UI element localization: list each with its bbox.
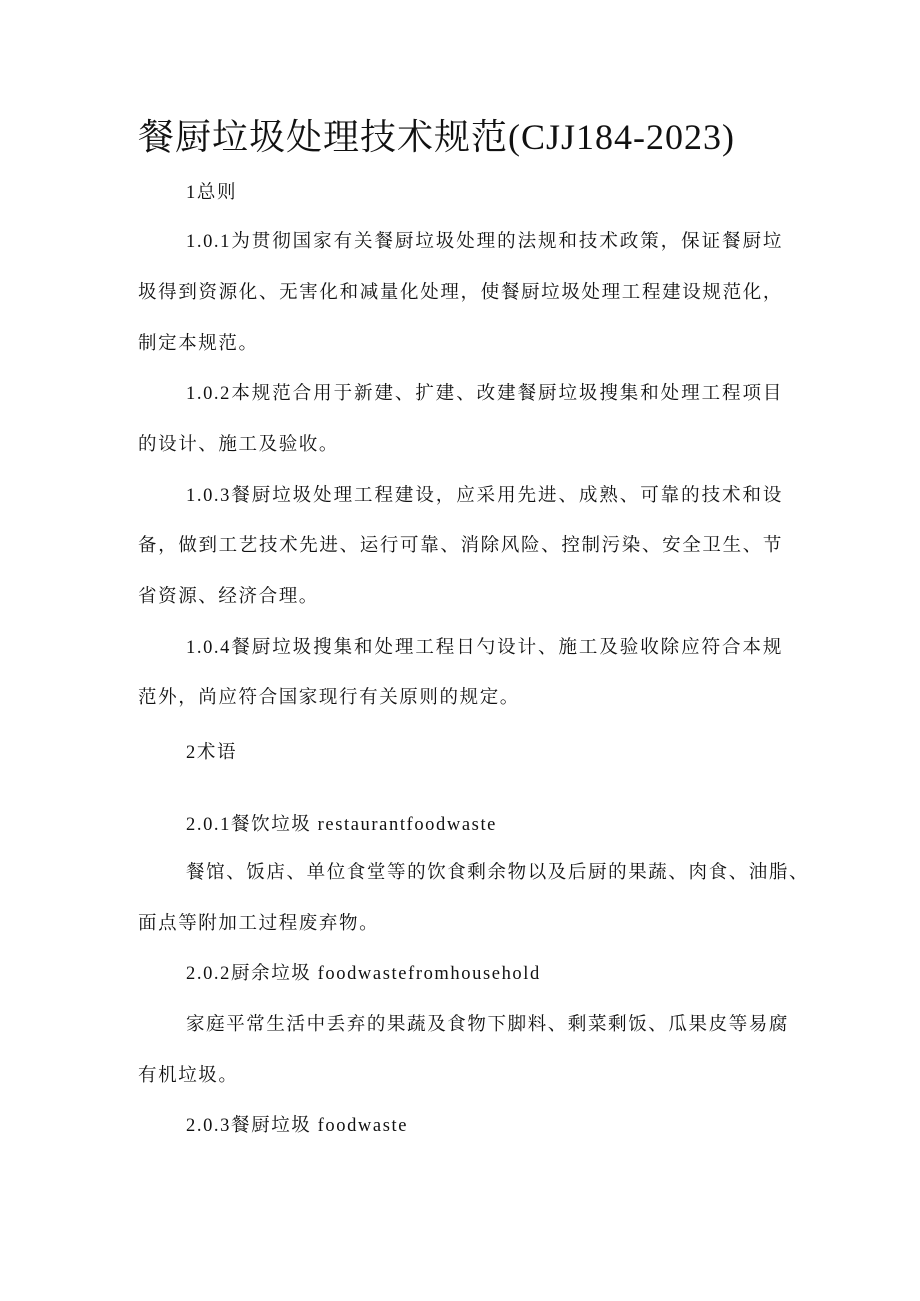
document-title: 餐厨垃圾处理技术规范(CJJ184-2023) <box>138 117 735 157</box>
clause-1-0-1-line-1: 1.0.1为贯彻国家有关餐厨垃圾处理的法规和技术政策，保证餐厨垃 <box>186 232 783 252</box>
section-heading-general: 1总则 <box>186 183 238 203</box>
clause-1-0-1-line-3: 制定本规范。 <box>138 334 259 354</box>
term-2-0-2-line-1: 家庭平常生活中丢弃的果蔬及食物下脚料、剩菜剩饭、瓜果皮等易腐 <box>186 1015 790 1035</box>
clause-1-0-3-line-1: 1.0.3餐厨垃圾处理工程建设，应采用先进、成熟、可靠的技术和设 <box>186 486 783 506</box>
term-2-0-1-line-2: 面点等附加工过程废弃物。 <box>138 914 380 934</box>
section-heading-terms: 2术语 <box>186 743 238 763</box>
clause-1-0-2-line-2: 的设计、施工及验收。 <box>138 435 340 455</box>
clause-1-0-3-line-2: 备，做到工艺技术先进、运行可靠、消除风险、控制污染、安全卫生、节 <box>138 536 783 556</box>
clause-1-0-1-line-2: 圾得到资源化、无害化和减量化处理，使餐厨垃圾处理工程建设规范化， <box>138 283 783 303</box>
term-2-0-2-heading: 2.0.2厨余垃圾 foodwastefromhousehold <box>186 964 541 984</box>
clause-1-0-3-line-3: 省资源、经济合理。 <box>138 587 319 607</box>
clause-1-0-4-line-1: 1.0.4餐厨垃圾搜集和处理工程日勺设计、施工及验收除应符合本规 <box>186 638 783 658</box>
clause-1-0-2-line-1: 1.0.2本规范合用于新建、扩建、改建餐厨垃圾搜集和处理工程项目 <box>186 384 783 404</box>
term-2-0-1-heading: 2.0.1餐饮垃圾 restaurantfoodwaste <box>186 815 497 835</box>
clause-1-0-4-line-2: 范外，尚应符合国家现行有关原则的规定。 <box>138 688 520 708</box>
term-2-0-1-line-1: 餐馆、饭店、单位食堂等的饮食剩余物以及后厨的果蔬、肉食、油脂、 <box>186 863 810 883</box>
term-2-0-3-heading: 2.0.3餐厨垃圾 foodwaste <box>186 1116 409 1136</box>
term-2-0-2-line-2: 有机垃圾。 <box>138 1066 239 1086</box>
